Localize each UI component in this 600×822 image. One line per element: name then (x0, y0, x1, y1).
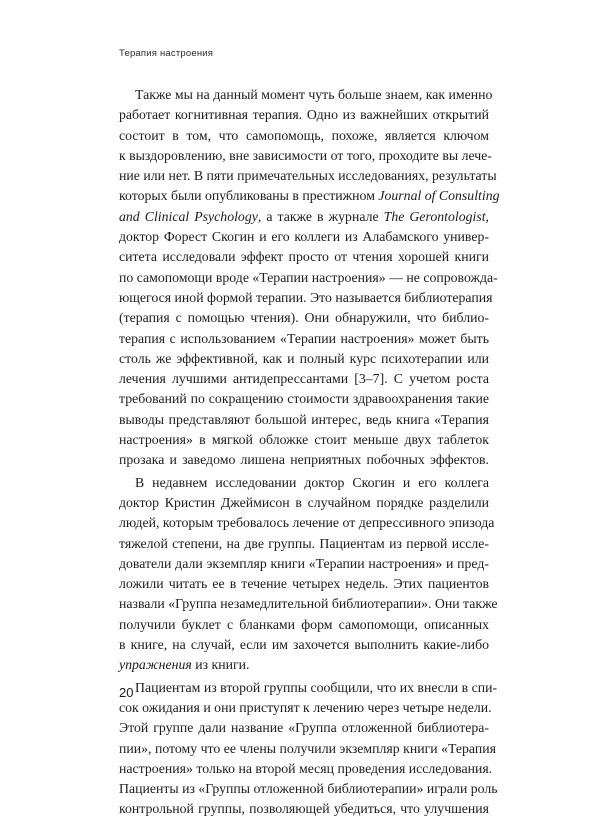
text-line: Этой группе дали название «Группа отложенной библиотера- (119, 720, 489, 736)
italic-title: Journal of Consulting (378, 188, 500, 204)
text-line: and Clinical Psychology, а также в журнале The Gerontologist, (119, 208, 489, 224)
text-line: доктор Кристин Джеймисон в случайном порядке разделили (119, 494, 489, 510)
page-number: 20 (119, 685, 134, 700)
text-line: выводы представляют большой интерес, ведь книга «Терапия (119, 411, 489, 427)
text-line: в книге, на случай, если им захочется выполнить какие-либо (119, 637, 489, 653)
italic-title: and Clinical Psychology (119, 208, 258, 224)
text-line: В недавнем исследовании доктор Скогин и его коллега (135, 474, 489, 490)
text-line: терапия с использованием «Терапии настроения» может быть (119, 330, 489, 346)
text-line: дователи дали экземпляр книги «Терапии настроения» и пред- (119, 555, 489, 571)
text-line: требований по сокращению стоимости здравоохранения такие (119, 391, 489, 407)
text-line: ситета исследовали эффект просто от чтения хорошей книги (119, 249, 489, 265)
text-line: доктор Форест Скогин и его коллеги из Алабамского универ- (119, 229, 489, 245)
text-line: пии», потому что ее члены получили экземпляр книги «Терапия (119, 740, 496, 756)
text-line: контрольной группы, позволяющей убедиться, что улучшения (119, 801, 489, 817)
text-line: Пациенты из «Группы отложенной библиотерапии» играли роль (119, 781, 498, 797)
text-line: ложили читать ее в течение четырех недель. Этих пациентов (119, 576, 489, 592)
text-line: ние или нет. В пяти примечательных исследованиях, результаты (119, 168, 497, 184)
text-line: состоит в том, что самопомощь, похоже, является ключом (119, 127, 489, 143)
text-line: лечения лучшими антидепрессантами [3–7]. С учетом роста (119, 371, 489, 387)
text-line: тяжелой степени, на две группы. Пациентам из первой иссле- (119, 535, 489, 551)
text-line: к выздоровлению, вне зависимости от того, проходите вы лече- (119, 147, 492, 163)
text-line: которых были опубликованы в престижном Journal of Consulting (119, 188, 500, 204)
text-line: назвали «Группа незамедлительной библиотерапии». Они также (119, 596, 498, 612)
paragraph (119, 473, 498, 676)
text-line: столь же эффективной, как и полный курс психотерапии или (119, 350, 489, 366)
paragraph (119, 85, 500, 471)
text-line: по самопомощи вроде «Терапии настроения» — не сопровожда- (119, 269, 498, 285)
text-line: (терапия с помощью чтения). Они обнаружили, что библио- (119, 310, 489, 326)
text-line: настроения» в мягкой обложке стоит меньше двух таблеток (119, 432, 489, 448)
text-line: ющегося иной формой терапии. Это называется библиотерапия (119, 289, 493, 305)
text-line: сок ожидания и они приступят к лечению через четыре недели. (119, 699, 492, 715)
text-line: прозака и заведомо лишена неприятных побочных эффектов. (119, 452, 489, 468)
text-line: Пациентам из второй группы сообщили, что их внесли в спи- (135, 679, 498, 695)
italic-title: упражнения (119, 657, 192, 673)
text-line: получили буклет с бланками форм самопомощи, описанных (119, 616, 489, 632)
body-text (119, 85, 500, 822)
text-line: Также мы на данный момент чуть больше знаем, как именно (135, 87, 493, 102)
running-head: Терапия настроения (119, 48, 214, 59)
text-line: настроения» только на второй месяц проведения исследования. (119, 760, 493, 776)
paragraph (119, 678, 498, 820)
italic-title: The Gerontologist (383, 208, 486, 224)
text-line: людей, которым требовалось лечение от депрессивного эпизода (119, 515, 495, 531)
text-line: работает когнитивная терапия. Одно из важнейших открытий (119, 107, 489, 123)
text-line: упражнения из книги. (119, 657, 250, 673)
